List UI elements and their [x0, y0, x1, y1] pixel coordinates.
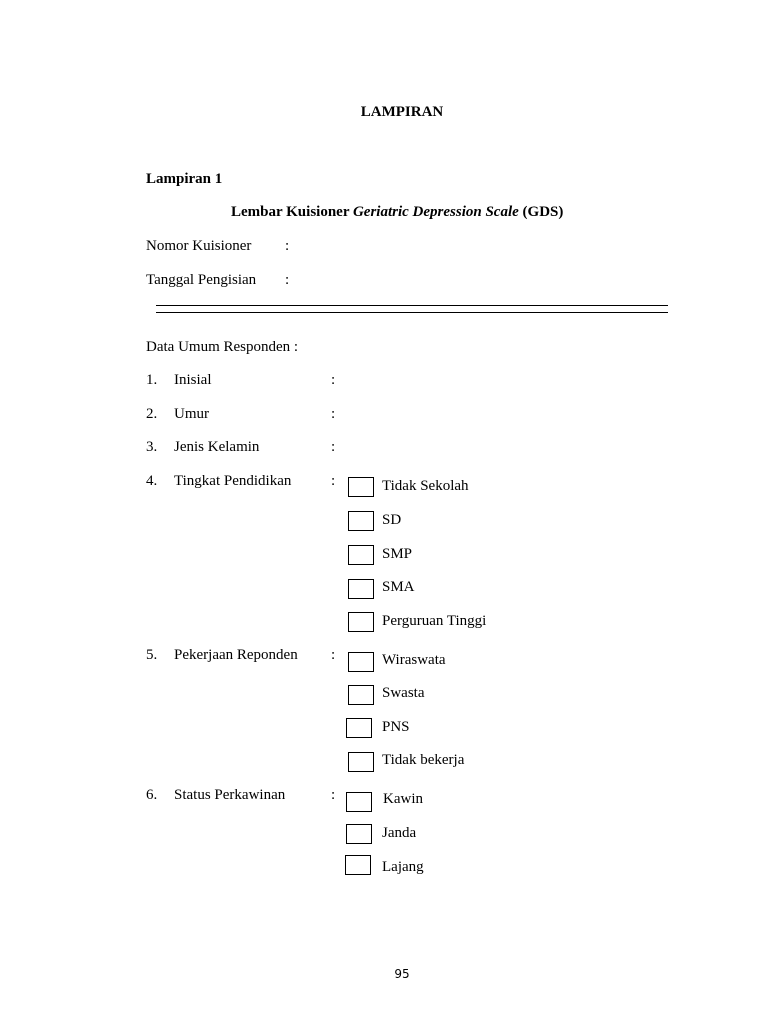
marital-status-colon: : [331, 787, 336, 803]
marital-status-label: Status Perkawinan [174, 787, 286, 803]
marital-checkbox-kawin[interactable] [346, 792, 372, 812]
age-label: Umur [174, 406, 209, 422]
questionnaire-number-colon: : [285, 238, 290, 254]
occupation-option-label: Wiraswata [382, 652, 446, 668]
education-checkbox-sd[interactable] [348, 511, 374, 531]
occupation-label: Pekerjaan Reponden [174, 647, 298, 663]
occupation-option-label: Tidak bekerja [382, 752, 465, 768]
education-option-label: Perguruan Tinggi [382, 613, 487, 629]
page-number: 95 [394, 967, 410, 981]
marital-option-label: Janda [382, 825, 417, 841]
respondent-section-title: Data Umum Responden : [146, 339, 299, 355]
gender-colon: : [331, 439, 336, 455]
page-heading: LAMPIRAN [360, 104, 444, 120]
marital-checkbox-lajang[interactable] [345, 855, 371, 875]
divider-line-bottom [156, 312, 668, 313]
questionnaire-number-label: Nomor Kuisioner [146, 238, 252, 254]
item-number: 2. [146, 406, 158, 422]
divider-line-top [156, 305, 668, 306]
education-checkbox-tidak-sekolah[interactable] [348, 477, 374, 497]
item-number: 4. [146, 473, 158, 489]
education-checkbox-perguruan-tinggi[interactable] [348, 612, 374, 632]
title-prefix: Lembar Kuisioner [231, 204, 353, 220]
education-option-label: SMA [382, 579, 415, 595]
education-label: Tingkat Pendidikan [174, 473, 292, 489]
age-colon: : [331, 406, 336, 422]
marital-option-label: Kawin [383, 791, 423, 807]
gender-label: Jenis Kelamin [174, 439, 260, 455]
item-number: 3. [146, 439, 158, 455]
marital-checkbox-janda[interactable] [346, 824, 372, 844]
occupation-colon: : [331, 647, 336, 663]
occupation-checkbox-tidak-bekerja[interactable] [348, 752, 374, 772]
occupation-option-label: Swasta [382, 685, 425, 701]
title-suffix: (GDS) [518, 204, 564, 220]
item-number: 5. [146, 647, 158, 663]
occupation-option-label: PNS [382, 719, 410, 735]
item-number: 6. [146, 787, 158, 803]
item-number: 1. [146, 372, 158, 388]
education-option-label: SMP [382, 546, 413, 562]
education-option-label: Tidak Sekolah [382, 478, 469, 494]
marital-option-label: Lajang [382, 859, 424, 875]
education-option-label: SD [382, 512, 402, 528]
education-checkbox-smp[interactable] [348, 545, 374, 565]
occupation-checkbox-wiraswata[interactable] [348, 652, 374, 672]
occupation-checkbox-swasta[interactable] [348, 685, 374, 705]
occupation-checkbox-pns[interactable] [346, 718, 372, 738]
fill-date-colon: : [285, 272, 290, 288]
title-italic: Geriatric Depression Scale [352, 204, 519, 220]
initial-colon: : [331, 372, 336, 388]
education-colon: : [331, 473, 336, 489]
appendix-label: Lampiran 1 [146, 171, 223, 187]
fill-date-label: Tanggal Pengisian [146, 272, 257, 288]
questionnaire-title [231, 203, 563, 221]
education-checkbox-sma[interactable] [348, 579, 374, 599]
initial-label: Inisial [174, 372, 212, 388]
